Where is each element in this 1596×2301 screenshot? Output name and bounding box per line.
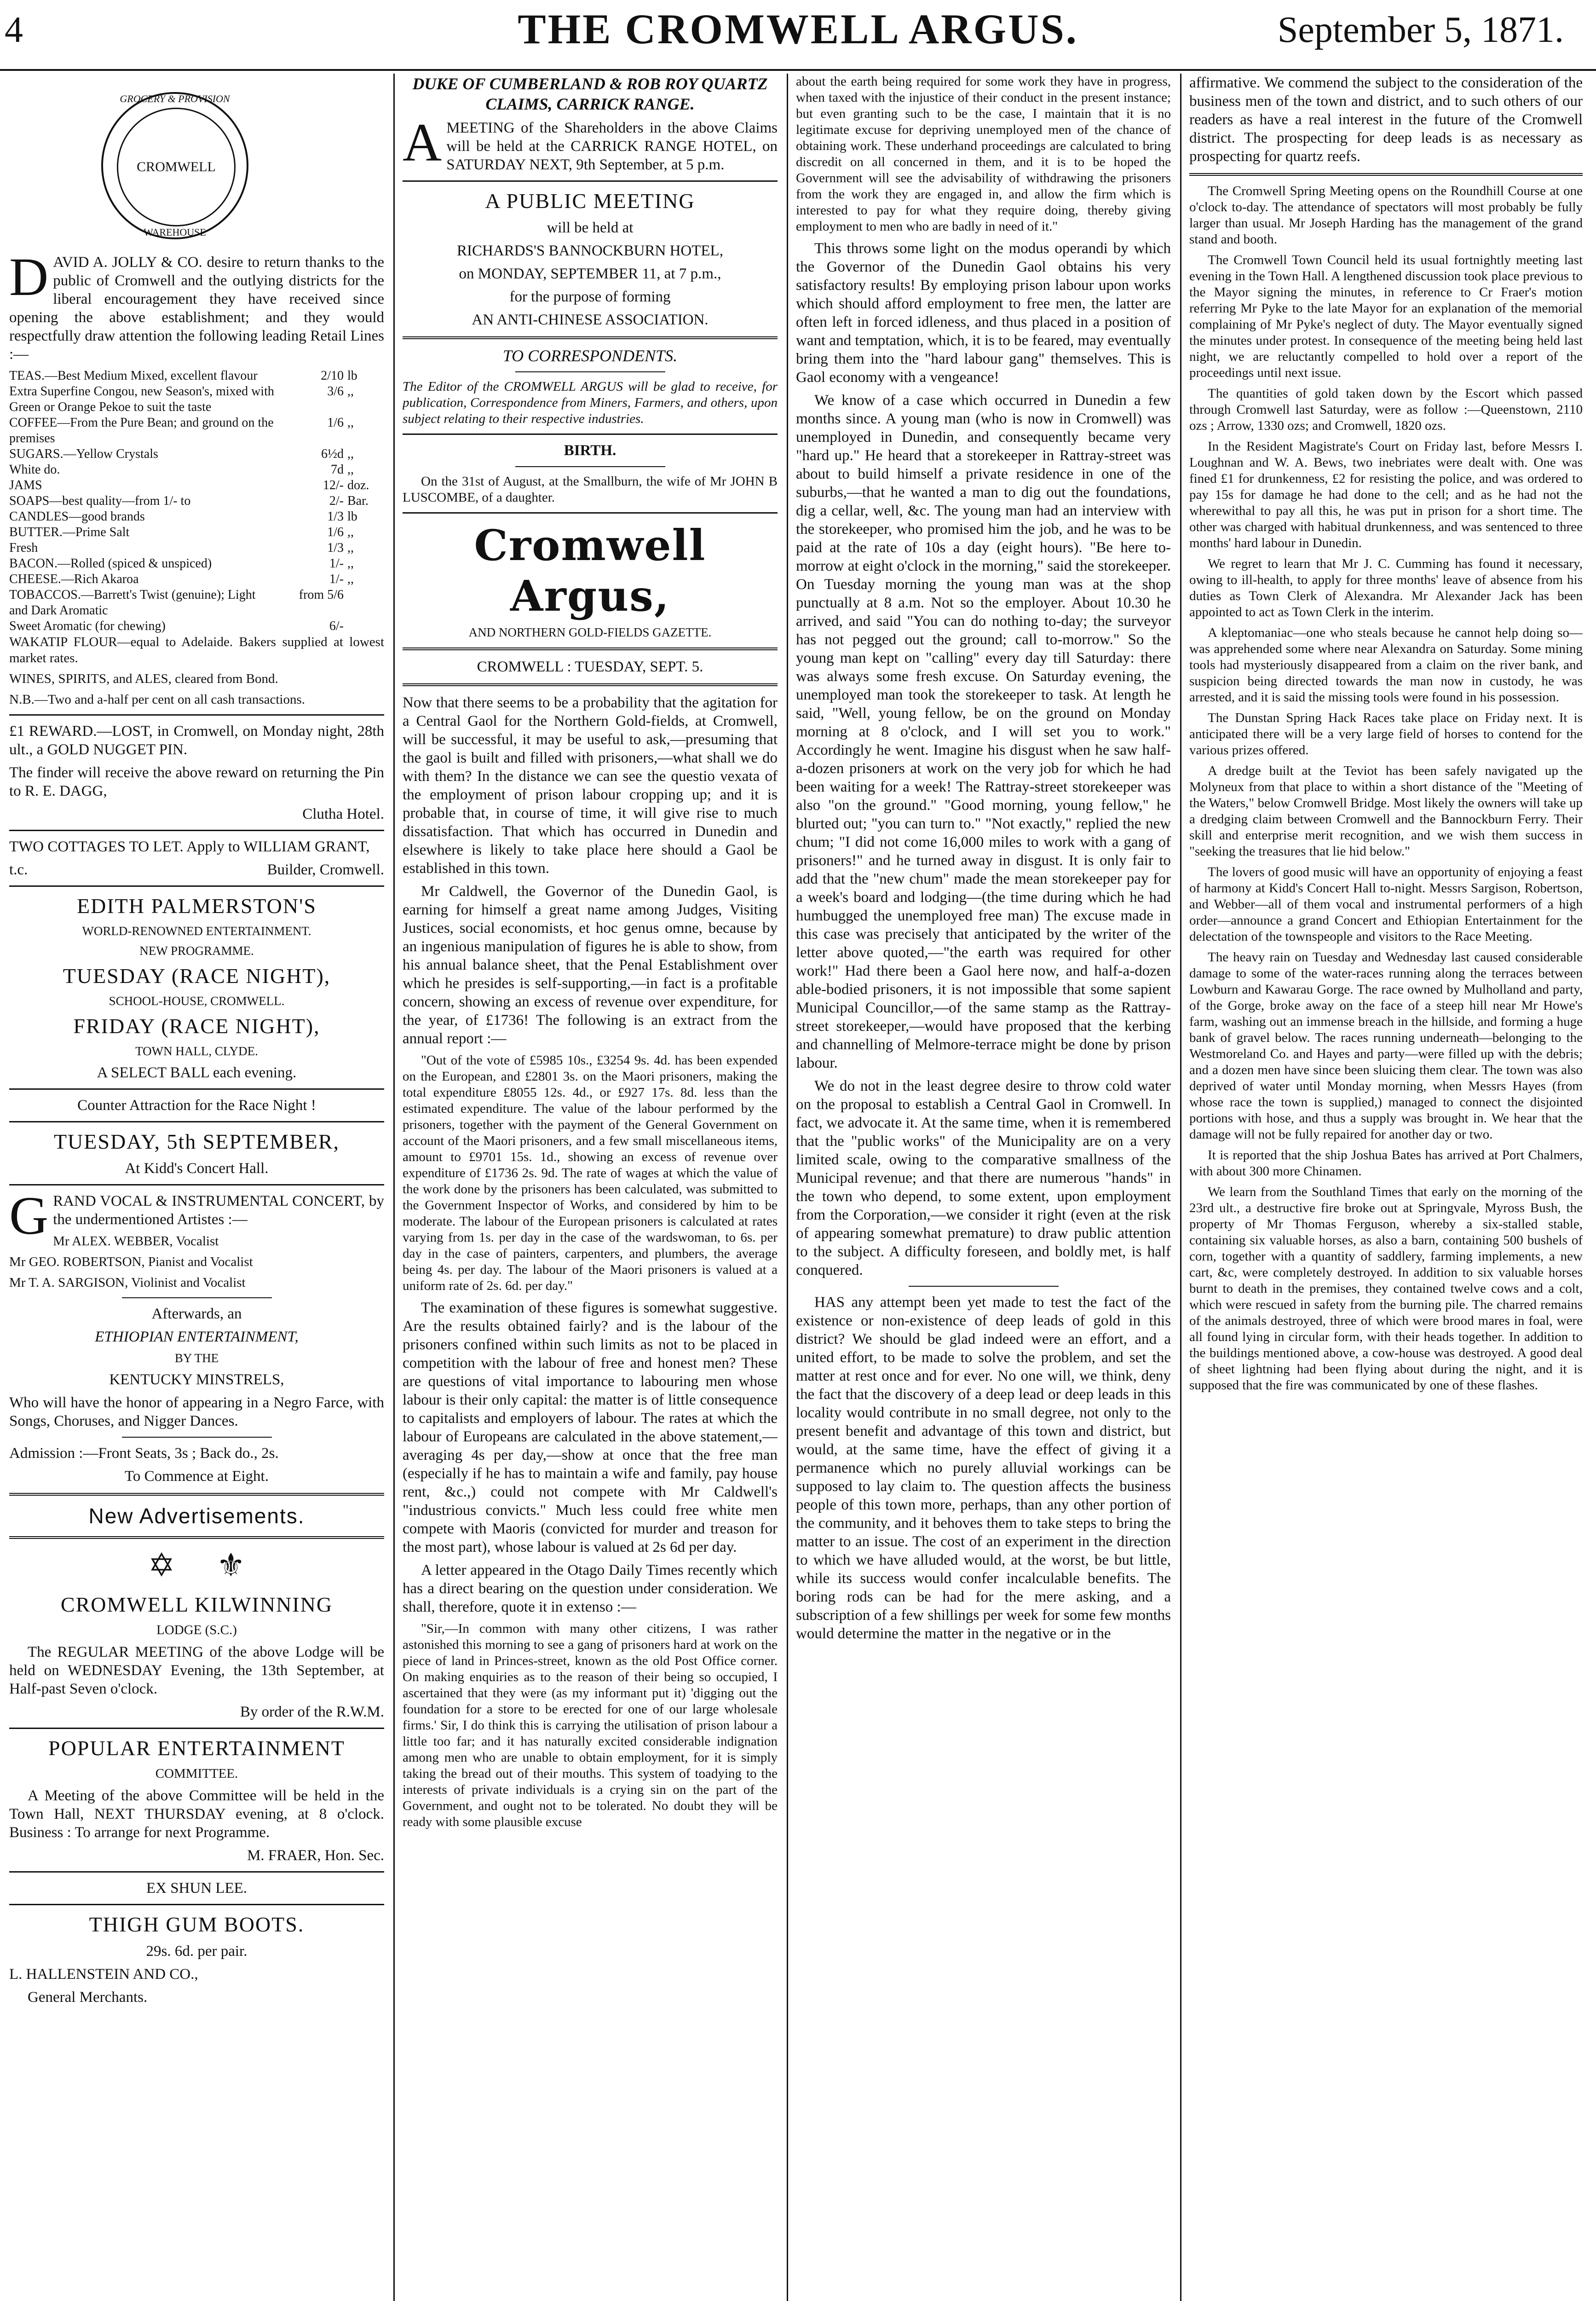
column-4 — [1189, 74, 1583, 2301]
price-item-name: SUGARS.—Yellow Crystals — [9, 447, 158, 461]
price-row — [9, 525, 384, 540]
editorial-p6: This throws some light on the modus operandi by which the Governor of the Dunedin Gaol obtains his very satisfactory results! By employing prison labour upon works which should afford employment to free men, the latter are often left in forced idleness, and thus placed in a position of want and temptation, which, it is to be feared, may eventually bring them into the "hard labour gang" themselves. This is Gaol economy with a vengeance! — [796, 240, 1171, 386]
price-item-price: 7d — [331, 463, 344, 477]
price-item-price: 3/6 — [327, 384, 344, 399]
cash-note: N.B.—Two and a-half per cent on all cash transactions. — [9, 692, 305, 707]
claims-body: AMEETING of the Shareholders in the above Claims will be held at the CARRICK RANGE HOTEL, on SATURDAY NEXT, 9th September, at 5 p.m. — [403, 112, 778, 173]
price-list — [9, 368, 384, 634]
concert-after: Afterwards, an — [151, 1306, 242, 1322]
price-row — [9, 587, 384, 619]
price-item-name: COFFEE—From the Pure Bean; and ground on the premises — [9, 416, 274, 445]
column-rule — [393, 74, 395, 2301]
concert-title: GRAND VOCAL & INSTRUMENTAL CONCERT, by the undermentioned Artistes :— — [9, 1185, 384, 1246]
price-item-unit: ,, — [347, 572, 354, 586]
price-row — [9, 478, 384, 493]
price-item-name: BUTTER.—Prime Salt — [9, 525, 130, 539]
price-item-unit: ,, — [347, 416, 354, 430]
editorial-p4: The examination of these figures is somewhat suggestive. Are the results obtained fairly? and is the labour of the prisoners confined within such limits as not to be placed in competition with the labour of free and honest men? These are questions of vital importance to labouring men whose labour is their only capital: the matter is of little consequence to capitalists and employers of labour. The rates at which the labour of Europeans are calculated in the above statement,—averaging 4s per day,—show at once that the free man (especially if he has to maintain a wife and family, pay house rent, &c.,) could not compete with Mr Caldwell's "industrious convicts." Much less could free white men compete with Maoris (convicted for murder and treason for the most part), whose labour is valued at 2s 6d per day. — [403, 1300, 778, 1555]
edith-venue2: TOWN HALL, CLYDE. — [135, 1044, 258, 1058]
concert-ethiopian: ETHIOPIAN ENTERTAINMENT, — [95, 1329, 299, 1345]
artist-list — [9, 1233, 384, 1291]
price-item-name: CANDLES—good brands — [9, 509, 145, 524]
column-1 — [9, 74, 384, 2301]
price-item-price: 2/- — [329, 494, 344, 508]
price-row — [9, 572, 384, 587]
popular-title: POPULAR ENTERTAINMENT — [48, 1736, 346, 1760]
popular-body: A Meeting of the above Committee will be held in the Town Hall, NEXT THURSDAY evening, at 8 o'clock. Business : To arrange for next Programme. — [9, 1787, 384, 1841]
news-heavy-rain: The heavy rain on Tuesday and Wednesday last caused considerable damage to some of the water-races running along the terraces between Lowburn and Kawarau Gorge. The race owned by Mulholland and party, of the Gorge, broke away on the face of a steep hill near Mr Howe's farm, washing out an immense breach in the hillside, and forming a huge bank of gravel below. The races running underneath—belonging to the Westmoreland Co. and Hayes and party—were filled up with the debris; and a dozen men have since been sluicing them clear. The town was also deprived of water until Monday morning, when Messrs Hayes (from whose race the town is supplied,) managed to connect the disjointed portions with hose, and thus a supply was brought in. We hear that the damage will not be fully repaired for another day or two. — [1189, 950, 1583, 1142]
price-row — [9, 446, 384, 462]
artist-entry: Mr T. A. SARGISON, Violinist and Vocalist — [9, 1275, 246, 1290]
editorial-quote: "Out of the vote of £5985 10s., £3254 9s. 4d. has been expended on the European, and £2801 3s. on the Maori prisoners, making the total expenditure £8055 12s. 4d., or £927 17s. 8d. less than the estimated expenditure. The value of the labour performed by the prisoners, together with the payment of the General Government on account of the Maori prisoners, and a few small miscellaneous items, amount to £9701 15s. 1d., showing an excess of revenue over expenditure of £1736 2s. 9d. The rate of wages at which the value of the work done by the prisoners has been calculated, was submitted to the Government Inspector of Works, and considered by him to be moderate. The labour of the European prisoners is calculated at rates varying from 1s. per day in the case of the wardswoman, to 6s. per day in the case of painters, carpenters, and plumbers, the average being 4s. per day. The labour of the Maori prisoners is valued at a uniform rate of 2s. 6d. per day." — [403, 1053, 778, 1293]
warehouse-seal — [101, 92, 248, 239]
price-item-price: 6/- — [329, 619, 344, 633]
concert-kentucky: KENTUCKY MINSTRELS, — [109, 1371, 284, 1388]
price-item-unit: ,, — [347, 556, 354, 571]
price-item-name: SOAPS—best quality—from 1/- to — [9, 494, 191, 508]
price-item-price: 12/- — [323, 478, 344, 492]
news-town-council: The Cromwell Town Council held its usual fortnightly meeting last evening in the Town Hall. A lengthened discussion took place previous to the Mayor signing the minutes, in reference to Cr Fraer's motion referring Mr Pyke to the late Mayor for an explanation of the memorial complaining of Mr Pyke's neglect of duty. The Mayor eventually signed the minutes under protest. In consequence of the meeting being held last night, we are reluctantly compelled to hold over a report of the proceedings until next issue. — [1189, 253, 1583, 380]
cottages-tc: t.c. — [9, 861, 28, 878]
price-row — [9, 556, 384, 572]
price-item-name: Sweet Aromatic (for chewing) — [9, 619, 166, 633]
claims-title: DUKE OF CUMBERLAND & ROB ROY QUARTZ CLAIMS, CARRICK RANGE. — [412, 75, 768, 113]
price-item-price: 1/- — [329, 556, 344, 571]
public-meeting-line5: AN ANTI-CHINESE ASSOCIATION. — [472, 312, 709, 328]
price-item-unit: lb — [347, 369, 357, 383]
editorial-p7: We know of a case which occurred in Dunedin a few months since. A young man (who is now in Cromwell) was unemployed in Dunedin, and consequently became very "hard up." He heard that a storekeeper in Rattray-street was about to build himself a private residence in one of the suburbs,—that he wanted a man to dig out the foundations, dig a cellar, well, &c. The young man had an interview with the storekeeper, who promised him the job, and he was to be paid at the rate of 10s a day (eight hours). "Be here to-morrow at eight o'clock in the morning," said the storekeeper. On Tuesday morning the young man was at the shop punctually at 8 a.m. Not so the employer. About 10.30 he arrived, and said "You can do nothing to-day; the surveyor has not pegged out the ground; call to-morrow." So the young man kept on "calling" every day till Saturday: there was always some fresh excuse. On Saturday evening, the unemployed man took the storekeeper to task. At length he said, "Well, young fellow, be on the ground on Monday morning at 8 o'clock, and I will set you to work." Accordingly he went. Imagine his disgust when he saw half-a-dozen prisoners at work on the very job for which he had been waiting for a week! The Rattray-street storekeeper was also "on the ground." "Good morning, young fellow," he blurted out; "you can turn to." "Not exactly," replied the new chum; "I did not come 16,000 miles to work with a gang of prisoners!" and he turned away in disgust. It is only fair to add that the "new chum" made the mean storekeeper pay for a week's board and lodging—(the time during which he had humbugged the unemployed free man) The excuse made in this case was precisely that anticipated by the writer of the letter above quoted,—"the earth was required for other work!" Had there been a Gaol here now, and half-a-dozen able-bodied prisoners, it is not impossible that some sapient Municipal Councillor,—of the same stamp as the Rattray-street storekeeper,—would have proposed that the kerbing and channelling of Melmore-terrace might be done by prison labour. — [796, 392, 1171, 1071]
paper-nameplate: Cromwell Argus, — [474, 520, 706, 621]
wines-spirits: WINES, SPIRITS, and ALES, cleared from Bond. — [9, 671, 278, 686]
public-meeting-line2: RICHARDS'S BANNOCKBURN HOTEL, — [457, 243, 723, 259]
counter-attraction: Counter Attraction for the Race Night ! — [77, 1097, 316, 1114]
edith-venue1: SCHOOL-HOUSE, CROMWELL. — [109, 994, 285, 1008]
gum-boots-price: 29s. 6d. per pair. — [146, 1943, 248, 1960]
artist-entry: Mr ALEX. WEBBER, Vocalist — [53, 1234, 219, 1249]
price-item-name: TOBACCOS.—Barrett's Twist (genuine); Light and Dark Aromatic — [9, 588, 256, 618]
price-item-unit: ,, — [347, 541, 354, 555]
news-concert: The lovers of good music will have an opportunity of enjoying a feast of harmony at Kidd's Concert Hall to-night. Messrs Sargison, Robertson, and Webber—all of them vocal and instrumental performers of a high order—announce a grand Concert and Ethiopian Entertainment for the delectation of the townspeople and visitors to the Race Meeting. — [1189, 865, 1583, 944]
masonic-emblems — [9, 1546, 384, 1584]
lodge-title: CROMWELL KILWINNING — [60, 1593, 333, 1616]
ex-shun-lee: EX SHUN LEE. — [146, 1880, 248, 1896]
issue-date: September 5, 1871. — [1277, 10, 1564, 50]
price-item-name: White do. — [9, 463, 60, 477]
reward-body: The finder will receive the above reward on returning the Pin to R. E. DAGG, — [9, 764, 384, 799]
concert-venue: At Kidd's Concert Hall. — [125, 1160, 269, 1177]
popular-sub: COMMITTEE. — [155, 1766, 238, 1781]
correspondents-body: The Editor of the CROMWELL ARGUS will be glad to receive, for publication, Correspondence from Miners, Farmers, and others, upon subject relating to their respective industries. — [403, 379, 778, 426]
public-meeting-line4: for the purpose of forming — [509, 289, 671, 305]
news-ship-arrival: It is reported that the ship Joshua Bates has arrived at Port Chalmers, with about 300 more Chinamen. — [1189, 1148, 1583, 1179]
price-row — [9, 462, 384, 478]
concert-by: BY THE — [174, 1351, 219, 1365]
public-meeting-title: A PUBLIC MEETING — [485, 189, 695, 213]
popular-sign: M. FRAER, Hon. Sec. — [247, 1847, 384, 1864]
news-town-clerk: We regret to learn that Mr J. C. Cumming has found it necessary, owing to ill-health, to apply for three months' leave of absence from his duties as Town Clerk of Alexandra. Mr Alexander Jack has been appointed to act as Town Clerk in the interim. — [1189, 556, 1583, 619]
price-row — [9, 619, 384, 634]
newspaper-title: THE CROMWELL ARGUS. — [518, 6, 1078, 52]
price-item-price: 1/6 — [327, 416, 344, 430]
concert-commence: To Commence at Eight. — [125, 1468, 269, 1485]
editorial-letter: "Sir,—In common with many other citizens, I was rather astonished this morning to see a gang of prisoners hard at work on the piece of land in Princes-street, known as the old Post Office corner. On making enquiries as to the reason of their being so occupied, I ascertained that they were (as my informant put it) 'digging out the foundation for a store to be erected for one of our large wholesale firms.' Sir, I do think this is carrying the utilisation of prison labour a little too far; and it has naturally excited considerable indignation among men who are unable to obtain employment, for it is simply taking the bread out of their mouths. This system of toadying to the interests of private individuals is a crying sin on the part of the Government, and ought not to be tolerated. No doubt they will be ready with some plausible excuse — [403, 1621, 778, 1829]
jolly-intro: DAVID A. JOLLY & CO. desire to return thanks to the public of Cromwell and the outlying districts for the liberal encouragement they have received since opening the above establishment; and they would respectfully draw attention the following leading Retail Lines :— — [9, 247, 384, 363]
public-meeting-line1: will be held at — [547, 220, 634, 236]
price-item-price: 1/3 — [327, 541, 344, 555]
editorial-p1: Now that there seems to be a probability that the agitation for a Central Gaol for the Northern Gold-fields, at Cromwell, will be successful, it may be useful to ask,—presuming that the gaol is built and filled with prisoners,—what shall we do with them? In the distance we can see the questio vexata of the employment of prison labour cropping up; and it is probable that, in course of time, it will give rise to much dissatisfaction. That which has occurred in Dunedin and elsewhere is likely to take place here should a Gaol be established in this town. — [403, 694, 778, 877]
column-2 — [403, 74, 778, 2301]
price-item-name: BACON.—Rolled (spiced & unspiced) — [9, 556, 212, 571]
price-item-unit: ,, — [347, 447, 354, 461]
edith-title: EDITH PALMERSTON'S — [77, 894, 317, 918]
price-row — [9, 540, 384, 556]
price-row — [9, 509, 384, 525]
gum-boots-title: THIGH GUM BOOTS. — [89, 1913, 305, 1936]
price-item-name: JAMS — [9, 478, 42, 492]
news-kleptomaniac: A kleptomaniac—one who steals because he cannot help doing so—was apprehended some where near Alexandra on Saturday. Some mining tools had mysteriously disappeared from a claim on the river bank, and suspicion being directed towards the man now in custody, he was arrested, and it is said the missing tools were found in his possession. — [1189, 625, 1583, 705]
price-item-name: CHEESE.—Rich Akaroa — [9, 572, 139, 586]
editorial-p5: A letter appeared in the Otago Daily Times recently which has a direct bearing on the question under consideration. We shall, therefore, quote it in extenso :— — [403, 1562, 778, 1615]
letter-continued: about the earth being required for some work they have in progress, when taxed with the injustice of their conduct in the present instance; but even granting such to be the case, I maintain that it is no legitimate excuse for depriving unemployed men of the chance of obtaining work. These underhand proceedings are calculated to bring discredit on all concerned in them, and it is to be hoped the Government will see the advisability of withdrawing the prisoners from the work they are engaged in, and allow the firm which is interested to pay for what they require doing, thereby giving employment to men who are badly in need of it." — [796, 74, 1171, 234]
correspondents-title: TO CORRESPONDENTS. — [502, 347, 678, 365]
price-item-unit: ,, — [347, 384, 354, 399]
reward-ad: £1 REWARD.—LOST, in Cromwell, on Monday night, 28th ult., a GOLD NUGGET PIN. — [9, 723, 384, 758]
lodge-body: The REGULAR MEETING of the above Lodge will be held on WEDNESDAY Evening, the 13th September, at Half-past Seven o'clock. — [9, 1644, 384, 1697]
news-dredge: A dredge built at the Teviot has been safely navigated up the Molyneux from that place to within a short distance of the "Meeting of the Waters," below Cromwell Bridge. Most likely the owners will take up a dredging claim between Cromwell and the Bannockburn Ferry. Their skill and enterprise merit recognition, and we wish them success in "seeking the treasures that lie hid below." — [1189, 763, 1583, 859]
edith-night1: TUESDAY (RACE NIGHT), — [63, 964, 331, 988]
price-item-unit — [344, 619, 384, 634]
gum-boots-sign2: General Merchants. — [28, 1989, 148, 2006]
column-rule — [787, 74, 788, 2301]
news-springvale-fire: We learn from the Southland Times that early on the morning of the 23rd ult., a destructive fire broke out at Springvale, Myross Bush, the property of Mr Thomas Ferguson, whereby a six-stalled stable, containing six valuable horses, as also a barn, containing 500 bushels of corn, together with a quantity of saddlery, farming implements, a new cart, &c, were completely destroyed. In addition to six valuable horses burnt to death in the premises, they contained twelve cows and a colt, which were rescued in safety from the burning pile. The charred remains of the animals destroyed, three of which were brood mares in foal, were all found lying in circular form, with their heads together. In addition to the buildings mentioned above, a cow-house was destroyed. A good deal of sheet lightning had been flying about during the night, and it is supposed that the fire was communicated by one of these flashes. — [1189, 1185, 1583, 1393]
paper-subtitle: AND NORTHERN GOLD-FIELDS GAZETTE. — [468, 625, 712, 639]
artist-entry: Mr GEO. ROBERTSON, Pianist and Vocalist — [9, 1255, 253, 1269]
price-row — [9, 415, 384, 446]
reward-sign: Clutha Hotel. — [302, 806, 384, 822]
price-item-unit: Bar. — [347, 494, 369, 508]
price-item-name: Fresh — [9, 541, 38, 555]
concert-date: TUESDAY, 5th SEPTEMBER, — [53, 1130, 340, 1153]
cottages-sign: Builder, Cromwell. — [267, 861, 384, 878]
price-item-unit — [344, 587, 384, 619]
edith-programme: NEW PROGRAMME. — [139, 944, 254, 958]
wakatip-flour: WAKATIP FLOUR—equal to Adelaide. Bakers supplied at lowest market rates. — [9, 635, 384, 665]
page-number: 4 — [5, 10, 23, 50]
price-row — [9, 493, 384, 509]
square-compass-icon: ⚜ — [216, 1548, 246, 1584]
editorial-dateline: CROMWELL : TUESDAY, SEPT. 5. — [477, 659, 703, 675]
public-meeting-line3: on MONDAY, SEPTEMBER 11, at 7 p.m., — [459, 266, 721, 282]
price-item-price: 2/10 — [321, 369, 344, 383]
column-rule — [1180, 74, 1181, 2301]
price-item-unit: ,, — [347, 463, 354, 477]
price-item-unit: ,, — [347, 525, 354, 539]
deep-leads-article: HAS any attempt been yet made to test the fact of the existence or non-existence of deep leads of gold in this district? We should be glad indeed were an effort, and a united effort, to be made to solve the problem, and set the matter at rest once and for ever. No one will, we think, deny the fact that the discovery of a deep lead or deep leads in this locality would contribute in no small degree, not only to the present benefit and advantage of this town and district, but would, at the same time, have the effect of giving it a permanence which no purely alluvial workings can be supposed to lay claim to. The question affects the business people of this town more, perhaps, than any other portion of the community, and it behoves them to take steps to bring the matter to an issue. The cost of an experiment in the direction to which we have alluded would, at the worst, be but little, while its success would confer incalculable benefits. The boring rods can be had for the mere asking, and a subscription of a few shillings per week for some few months would determine the matter in the negative or in the — [796, 1294, 1171, 1642]
price-row — [9, 384, 384, 415]
deep-leads-continued: affirmative. We commend the subject to the consideration of the business men of the town and district, and to such others of our readers as have a real interest in the future of the Cromwell district. The prospecting for deep leads is as necessary as prospecting for quartz reefs. — [1189, 75, 1583, 165]
lodge-sub: LODGE (S.C.) — [156, 1623, 237, 1637]
column-3 — [796, 74, 1171, 2301]
price-item-unit: lb — [347, 509, 357, 524]
news-gold-escort: The quantities of gold taken down by the Escort which passed through Cromwell last Saturday, were as follow :—Queenstown, 2110 ozs ; Arrow, 1330 ozs; and Cromwell, 1820 ozs. — [1189, 386, 1583, 433]
birth-title: BIRTH. — [564, 442, 617, 459]
lodge-sign: By order of the R.W.M. — [240, 1704, 384, 1720]
price-item-price: 1/3 — [327, 509, 344, 524]
price-item-price: 1/- — [329, 572, 344, 586]
price-item-price: 1/6 — [327, 525, 344, 539]
star-emblem-icon: ✡ — [148, 1548, 175, 1584]
price-item-price: 6½d — [321, 447, 344, 461]
price-item-name: Extra Superfine Congou, new Season's, mixed with Green or Orange Pekoe to suit the taste — [9, 384, 274, 414]
new-advertisements-heading: New Advertisements. — [88, 1504, 305, 1528]
price-item-unit: doz. — [347, 478, 369, 492]
birth-body: On the 31st of August, at the Smallburn, the wife of Mr JOHN B LUSCOMBE, of a daughter. — [403, 474, 778, 505]
seal-center-text: CROMWELL — [117, 108, 236, 226]
seal-top-text: GROCERY & PROVISION — [120, 93, 230, 104]
cottages-ad: TWO COTTAGES TO LET. Apply to WILLIAM GRANT, — [9, 838, 370, 855]
editorial-p8: We do not in the least degree desire to throw cold water on the proposal to establish a Central Gaol in Cromwell. In fact, we advocate it. At the same time, when it is remembered that the "public works" of the Municipality are on a very limited scale, owing to the comparative smallness of the Municipal revenue; and that there are numerous "hands" in the town who depend, to some extent, upon employment from the Corporation,—we consider it right (even at the risk of appearing somewhat premature) to draw public attention to the subject. A difficulty foreseen, and boldly met, is half conquered. — [796, 1078, 1171, 1278]
seal-bottom-text: WAREHOUSE — [144, 226, 206, 238]
price-item-name: TEAS.—Best Medium Mixed, excellent flavour — [9, 369, 258, 383]
masthead — [0, 0, 1596, 71]
cottages-sign-row — [9, 861, 384, 879]
editorial-p2: Mr Caldwell, the Governor of the Dunedin Gaol, is earning for himself a great name among Judges, Visiting Justices, social economists, et hoc genus omne, because by an ingenious manipulation of figures he is able to show, from his annual balance sheet, that the Penal Establishment over which he presides is self-supporting,—in fact is a profitable concern, showing an excess of revenue over expenditure, for the year, of £1736! The following is an extract from the annual report :— — [403, 883, 778, 1047]
edith-sub: WORLD-RENOWNED ENTERTAINMENT. — [82, 924, 311, 938]
price-row — [9, 368, 384, 384]
news-spring-meeting: The Cromwell Spring Meeting opens on the Roundhill Course at one o'clock to-day. The attendance of spectators will most probably be fully larger than usual. Mr Joseph Harding has the management of the grand stand and booth. — [1189, 184, 1583, 247]
concert-desc: Who will have the honor of appearing in a Negro Farce, with Songs, Choruses, and Nigger Dances. — [9, 1394, 384, 1429]
concert-admission: Admission :—Front Seats, 3s ; Back do., 2s. — [9, 1445, 279, 1462]
edith-ball: A SELECT BALL each evening. — [97, 1064, 297, 1081]
gum-boots-sign1: L. HALLENSTEIN AND CO., — [9, 1966, 198, 1983]
edith-night2: FRIDAY (RACE NIGHT), — [73, 1014, 320, 1038]
price-item-price: from 5/6 — [299, 588, 344, 602]
news-hack-races: The Dunstan Spring Hack Races take place on Friday next. It is anticipated there will be a very large field of horses to contend for the various prizes offered. — [1189, 711, 1583, 757]
news-magistrate-court: In the Resident Magistrate's Court on Friday last, before Messrs I. Loughnan and W. A. Bews, two inebriates were dealt with. One was fined £1 for drunkenness, £2 for resisting the police, and was ordered to pay 15s for damage he had done to the cell; and as he had not the wherewithal to pay all this, he was put in prison for a short time. The other was charged with habitual drunkenness, and was sentenced to three months' hard labour in Dunedin. — [1189, 439, 1583, 550]
